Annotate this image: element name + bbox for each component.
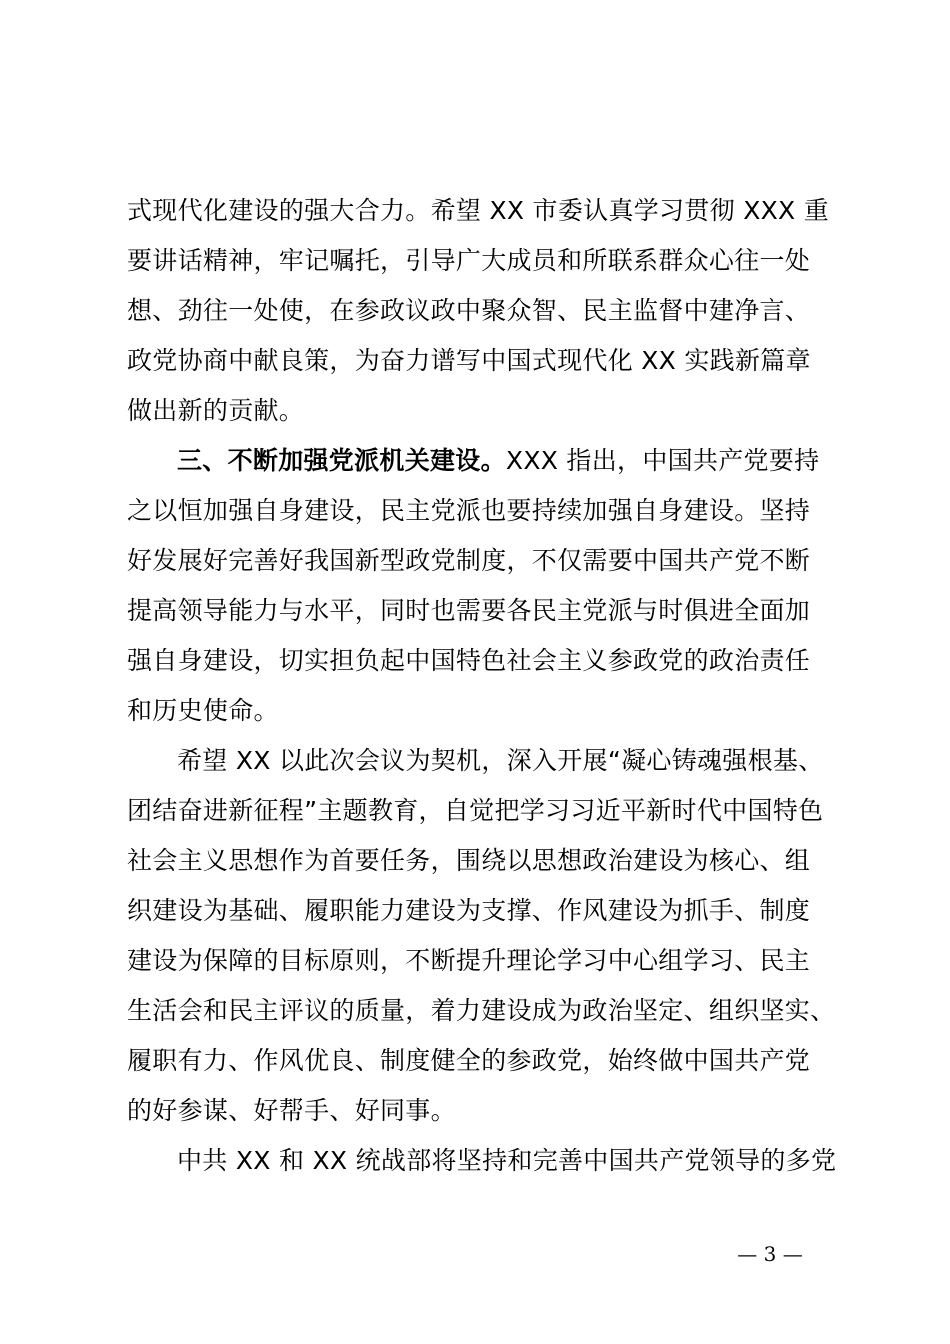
text-line: 好发展好完善好我国新型政党制度，不仅需要中国共产党不断 [127,546,811,575]
section-text: XXX 指出，中国共产党要持 [505,446,820,475]
text-line: 希望 XX 以此次会议为契机，深入开展“凝心铸魂强根基、 [177,746,824,775]
text-line: 团结奋进新征程”主题教育，自觉把学习习近平新时代中国特色 [127,796,824,825]
text-line: 要讲话精神，牢记嘱托，引导广大成员和所联系群众心往一处 [127,246,811,275]
section-heading: 三、不断加强党派机关建设。 [177,446,506,475]
paragraph-continuation [127,186,847,436]
text-line: 织建设为基础、履职能力建设为支撑、作风建设为抓手、制度 [127,896,811,925]
text-line: 强自身建设，切实担负起中国特色社会主义参政党的政治责任 [127,646,811,675]
text-line: 履职有力、作风优良、制度健全的参政党，始终做中国共产党 [127,1046,811,1075]
text-line: 社会主义思想作为首要任务，围绕以思想政治建设为核心、组 [127,846,811,875]
text-line: 建设为保障的目标原则，不断提升理论学习中心组学习、民主 [127,946,811,975]
text-line: 提高领导能力与水平，同时也需要各民主党派与时俱进全面加 [127,596,811,625]
text-line: 做出新的贡献。 [127,396,305,425]
text-line: 式现代化建设的强大合力。希望 XX 市委认真学习贯彻 XXX 重 [127,196,830,225]
page-number: — 3 — [737,1242,803,1266]
text-line: 生活会和民主评议的质量，着力建设成为政治坚定、组织坚实、 [127,996,836,1025]
text-line: 的好参谋、好帮手、好同事。 [127,1096,456,1125]
paragraph-hope [127,736,847,1136]
text-line: 之以恒加强自身建设，民主党派也要持续加强自身建设。坚持 [127,496,811,525]
text-line: 政党协商中献良策，为奋力谱写中国式现代化 XX 实践新篇章 [127,346,811,375]
body-text [127,186,847,1186]
section-three-paragraph [127,436,847,736]
paragraph-united-front [127,1136,847,1186]
text-line: 和历史使命。 [127,696,279,725]
text-line: 想、劲往一处使，在参政议政中聚众智、民主监督中建净言、 [127,296,811,325]
text-line: 中共 XX 和 XX 统战部将坚持和完善中国共产党领导的多党 [177,1146,837,1175]
text-line [127,436,847,486]
